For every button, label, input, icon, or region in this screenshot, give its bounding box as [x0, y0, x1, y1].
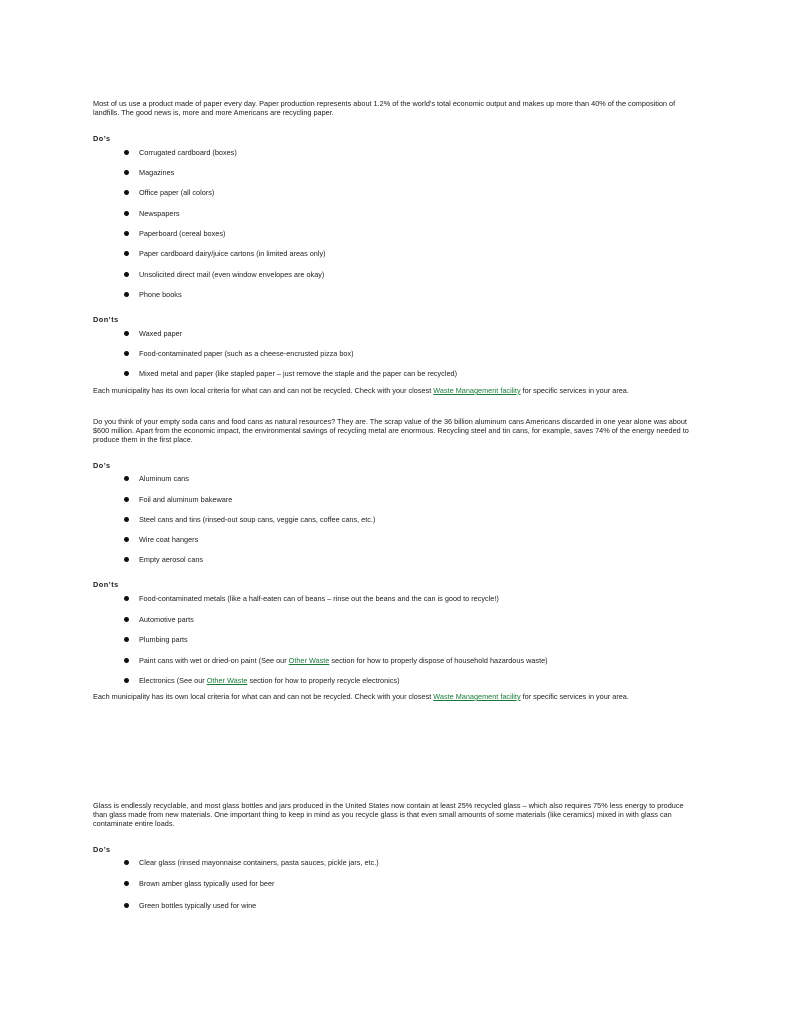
- bullet-icon: [124, 211, 129, 216]
- glass-intro: Glass is endlessly recyclable, and most glass bottles and jars produced in the United States now contain at least 25% recycled glass – which also requires 75% less energy to produce than glass made from new materials. One important thing to keep in mind as you recycle glass is that even small amounts of some materials (like ceramics) mixed in with glass can contaminate entire loads.: [93, 801, 684, 828]
- bullet-icon: [124, 476, 129, 481]
- paper-do-item: Magazines: [139, 168, 175, 177]
- metal-intro: Do you think of your empty soda cans and food cans as natural resources? They are. The scrap value of the 36 billion aluminum cans Americans discarded in one year alone was about $600 million. Apart from the economic impact, the environmental savings of recycling metal are enormous. Recycling steel and tin cans, for example, saves 74% of the energy needed to produce them in the first place.: [93, 417, 689, 444]
- bullet-icon: [124, 881, 129, 886]
- metal-dont-item: Automotive parts: [139, 615, 194, 624]
- bullet-icon: [124, 596, 129, 601]
- bullet-icon: [124, 537, 129, 542]
- metal-do-item: Aluminum cans: [139, 474, 189, 483]
- bullet-icon: [124, 637, 129, 642]
- paper-do-item: Paperboard (cereal boxes): [139, 229, 226, 238]
- bullet-icon: [124, 331, 129, 336]
- metal-dont-item: Electronics (See our Other Waste section for how to properly recycle electronics): [139, 676, 400, 685]
- metal-do-item: Wire coat hangers: [139, 535, 199, 544]
- bullet-icon: [124, 292, 129, 297]
- other-waste-link[interactable]: Other Waste: [288, 656, 330, 665]
- glass-do-item: Clear glass (rinsed mayonnaise containers, pasta sauces, pickle jars, etc.): [139, 858, 379, 867]
- bullet-icon: [124, 150, 129, 155]
- bullet-icon: [124, 251, 129, 256]
- bullet-icon: [124, 170, 129, 175]
- paper-do-item: Phone books: [139, 290, 182, 299]
- bullet-icon: [124, 272, 129, 277]
- bullet-icon: [124, 190, 129, 195]
- waste-management-link[interactable]: Waste Management facility: [433, 692, 521, 701]
- bullet-icon: [124, 231, 129, 236]
- bullet-icon: [124, 497, 129, 502]
- bullet-icon: [124, 678, 129, 683]
- paper-do-item: Unsolicited direct mail (even window envelopes are okay): [139, 270, 325, 279]
- paper-do-item: Office paper (all colors): [139, 188, 215, 197]
- paper-donts-heading: Don’ts: [93, 315, 119, 324]
- paper-do-item: Newspapers: [139, 209, 180, 218]
- glass-dos-heading: Do’s: [93, 845, 111, 854]
- glass-do-item: Green bottles typically used for wine: [139, 901, 257, 910]
- bullet-icon: [124, 903, 129, 908]
- bullet-icon: [124, 658, 129, 663]
- metal-dont-item: Food-contaminated metals (like a half-eaten can of beans – rinse out the beans and the can is good to recycle!): [139, 594, 499, 603]
- metal-dont-item: Paint cans with wet or dried-on paint (See our Other Waste section for how to properly dispose of household hazardous waste): [139, 656, 548, 665]
- metal-dos-heading: Do’s: [93, 461, 111, 470]
- paper-do-item: Paper cardboard dairy/juice cartons (in limited areas only): [139, 249, 326, 258]
- bullet-icon: [124, 860, 129, 865]
- metal-footer: Each municipality has its own local criteria for what can and can not be recycled. Check with your closest Waste Management facility for specific services in your area.: [93, 692, 629, 701]
- paper-intro: Most of us use a product made of paper every day. Paper production represents about 1.2% of the world's total economic output and makes up more than 40% of the composition of landfills. The good news is, more and more Americans are recycling paper.: [93, 99, 676, 117]
- bullet-icon: [124, 617, 129, 622]
- paper-dont-item: Food-contaminated paper (such as a cheese-encrusted pizza box): [139, 349, 354, 358]
- paper-dos-heading: Do’s: [93, 134, 111, 143]
- other-waste-link[interactable]: Other Waste: [206, 676, 248, 685]
- bullet-icon: [124, 557, 129, 562]
- metal-donts-heading: Don’ts: [93, 580, 119, 589]
- metal-do-item: Steel cans and tins (rinsed-out soup cans, veggie cans, coffee cans, etc.): [139, 515, 376, 524]
- glass-do-item: Brown amber glass typically used for beer: [139, 879, 275, 888]
- paper-dont-item: Waxed paper: [139, 329, 183, 338]
- paper-dont-item: Mixed metal and paper (like stapled paper – just remove the staple and the paper can be recycled): [139, 369, 458, 378]
- paper-do-item: Corrugated cardboard (boxes): [139, 148, 237, 157]
- bullet-icon: [124, 517, 129, 522]
- waste-management-link[interactable]: Waste Management facility: [433, 386, 521, 395]
- metal-do-item: Empty aerosol cans: [139, 555, 204, 564]
- paper-footer: Each municipality has its own local criteria for what can and can not be recycled. Check with your closest Waste Management facility for specific services in your area.: [93, 386, 629, 395]
- metal-do-item: Foil and aluminum bakeware: [139, 495, 233, 504]
- bullet-icon: [124, 351, 129, 356]
- metal-dont-item: Plumbing parts: [139, 635, 188, 644]
- bullet-icon: [124, 371, 129, 376]
